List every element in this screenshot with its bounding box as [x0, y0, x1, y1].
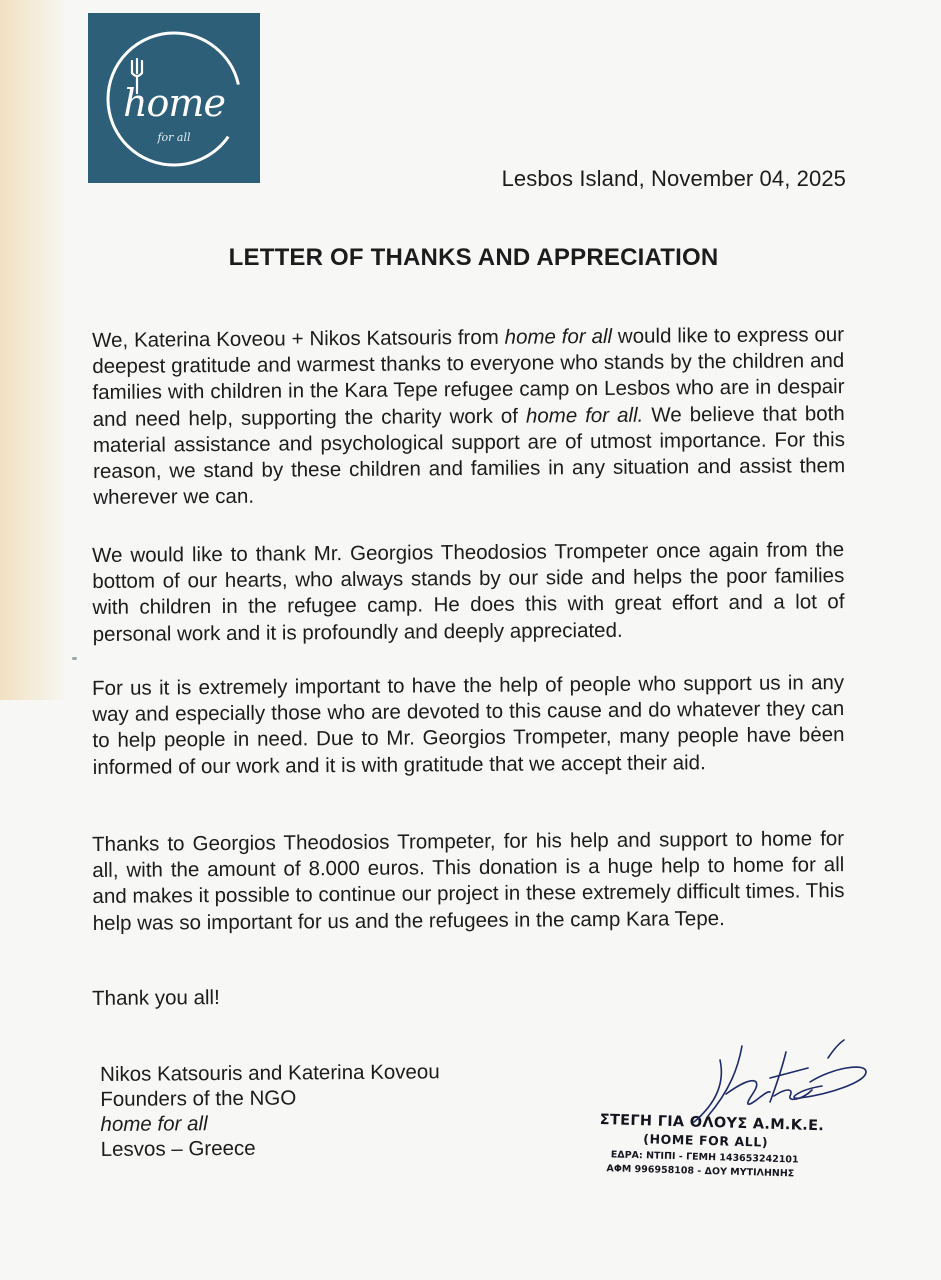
signatory-role: Founders of the NGO: [100, 1086, 297, 1111]
letter-title: LETTER OF THANKS AND APPRECIATION: [228, 244, 719, 271]
paragraph-closing: Thank you all!: [92, 985, 220, 1010]
p1-text-a: We, Katerina Koveou + Nikos Katsouris from: [92, 325, 505, 352]
signatory-location: Lesvos – Greece: [100, 1136, 256, 1161]
signature-block: [100, 1059, 440, 1162]
handwritten-signature: [690, 1038, 880, 1128]
paragraph-importance: For us it is extremely important to have the help of people who support us in any way and especially those who are devoted to this cause and do whatever they can to help people in need. Due to Mr. Georgios Trompeter, many people have bėen informed of our work and it is with gratitude that we accept their aid.: [92, 671, 845, 779]
home-for-all-logo: [88, 13, 260, 183]
p1-org-name-1: home for all: [504, 324, 613, 349]
paragraph-intro: [92, 322, 845, 511]
place-and-date: Lesbos Island, November 04, 2025: [501, 166, 846, 191]
logo-brand-word: home: [123, 81, 225, 125]
logo-tagline: for all: [157, 131, 191, 144]
paper-stain: [0, 0, 70, 700]
signatory-names: Nikos Katsouris and Katerina Koveou: [100, 1060, 440, 1086]
p1-text-c: would like to express our deepest gratitude and warmest thanks to everyone who stands by the children and families with children in the Kara Tepe refugee camp on Lesbos who are in despair and need help, supporting the charity work of: [92, 323, 845, 431]
p1-org-name-2: home for all.: [525, 403, 644, 428]
paragraph-donation: Thanks to Georgios Theodosios Trompeter, for his help and support to home for all, with the amount of 8.000 euros. This donation is a huge help to home for all and makes it possible to continue our project in these extremely difficult times. This help was so important for us and the refugees in the camp Kara Tepe.: [92, 827, 845, 935]
paper-speck: [72, 657, 77, 660]
signatory-org: home for all: [100, 1112, 208, 1136]
stamp-line-2: (HOME FOR ALL): [643, 1131, 769, 1150]
stamp-line-4: ΑΦΜ 996958108 - ΔΟΥ ΜΥΤΙΛΗΝΗΣ: [606, 1163, 795, 1180]
p1-text-e: We believe that both material assistance and psychological support are of utmost importance. For this reason, we stand by these children and families in any situation and assist them wherever we can.: [92, 401, 846, 510]
paragraph-thanks-trompeter: We would like to thank Mr. Georgios Theodosios Trompeter once again from the bottom of our hearts, who always stands by our side and helps the poor families with children in the refugee camp. He does this with great effort and a lot of personal work and it is profoundly and deeply appreciated.: [92, 538, 845, 646]
stamp-line-3: ΕΔΡΑ: ΝΤΙΠΙ - ΓΕΜΗ 143653242101: [610, 1149, 799, 1166]
stamp-line-1: ΣΤΕΓΗ ΓΙΑ ΟΛΟΥΣ Α.Μ.Κ.Ε.: [599, 1112, 825, 1135]
